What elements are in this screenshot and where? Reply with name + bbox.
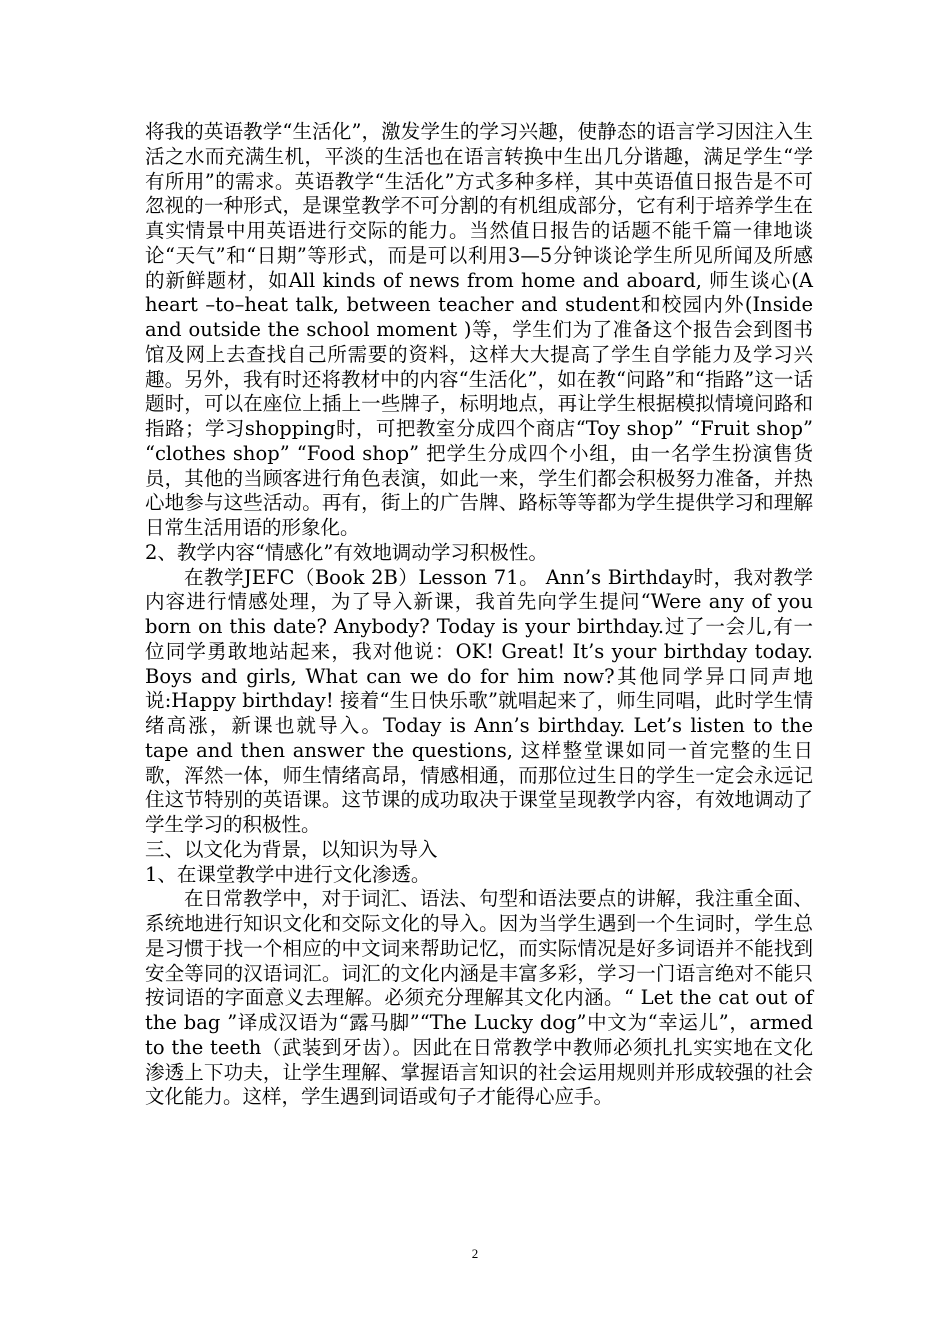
paragraph-daily-report: 将我的英语教学“生活化”，激发学生的学习兴趣，使静态的语言学习因注入生活之水而充满生机，平淡的生活也在语言转换中生出几分谐趣，满足学生“学有所用”的需求。英语教学“生活化”方式多种多样，其中英语值日报告是不可忽视的一种形式，是课堂教学不可分割的有机组成部分，它有利于培养学生在真实情景中用英语进行交际的能力。当然值日报告的话题不能千篇一律地谈论“天气”和“日期”等形式，而是可以利用3—5分钟谈论学生所见所闻及所感的新鲜题材，如All kinds of news from home and aboard, 师生谈心(A heart –to–heat talk, between teacher and student和校园内外(Inside and outside the school moment )等，学生们为了准备这个报告会到图书馆及网上去查找自己所需要的资料，这样大大提高了学生自学能力及学习兴趣。另外，我有时还将教材中的内容“生活化”，如在教“问路”和“指路”这一话题时，可以在座位上插上一些牌子，标明地点，再让学生根据模拟情境问路和指路；学习shopping时，可把教室分成四个商店“Toy shop” “Fruit shop” “clothes shop” “Food shop” 把学生分成四个小组，由一名学生扮演售货员，其他的当顾客进行角色表演，如此一来，学生们都会积极努力准备，并热心地参与这些活动。再有，街上的广告牌、路标等等都为学生提供学习和理解日常生活用语的形象化。 [145,120,813,539]
heading-culture-background: 三、以文化为背景，以知识为导入 [145,837,438,861]
heading-emotional-teaching: 2、教学内容“情感化”有效地调动学习积极性。 [145,540,548,564]
paragraph-birthday-lesson: 在教学JEFC（Book 2B）Lesson 71。 Ann’s Birthday时，我对教学内容进行情感处理，为了导入新课，我首先向学生提问“Were any of you born on this date? Anybody? Today is your birthday.过了一会儿,有一位同学勇敢地站起来，我对他说：OK! Great! It’s your birthday today. Boys and girls, What can we do for him now?其他同学异口同声地说:Happy birthday! 接着“生日快乐歌”就唱起来了，师生同唱，此时学生情绪高涨，新课也就导入。Today is Ann’s birthday. Let’s listen to the tape and then answer the questions, 这样整堂课如同一首完整的生日歌，浑然一体，师生情绪高昂，情感相通，而那位过生日的学生一定会永远记住这节特别的英语课。这节课的成功取决于课堂呈现教学内容，有效地调动了学生学习的积极性。 [145,565,813,836]
heading-culture-infiltration: 1、在课堂教学中进行文化渗透。 [145,862,431,886]
paragraph-vocabulary-culture: 在日常教学中，对于词汇、语法、句型和语法要点的讲解，我注重全面、系统地进行知识文化和交际文化的导入。因为当学生遇到一个生词时，学生总是习惯于找一个相应的中文词来帮助记忆，而实际情况是好多词语并不能找到安全等同的汉语词汇。词汇的文化内涵是丰富多彩，学习一门语言绝对不能只按词语的字面意义去理解。必须充分理解其文化内涵。“ Let the cat out of the bag ”译成汉语为“露马脚”“The Lucky dog”中文为“幸运儿”，armed to the teeth（武装到牙齿）。因此在日常教学中教师必须扎扎实实地在文化渗透上下功夫，让学生理解、掌握语言知识的社会运用规则并形成较强的社会文化能力。这样，学生遇到词语或句子才能得心应手。 [145,887,813,1109]
document-body [145,120,813,1110]
page-number: 2 [471,1246,479,1261]
